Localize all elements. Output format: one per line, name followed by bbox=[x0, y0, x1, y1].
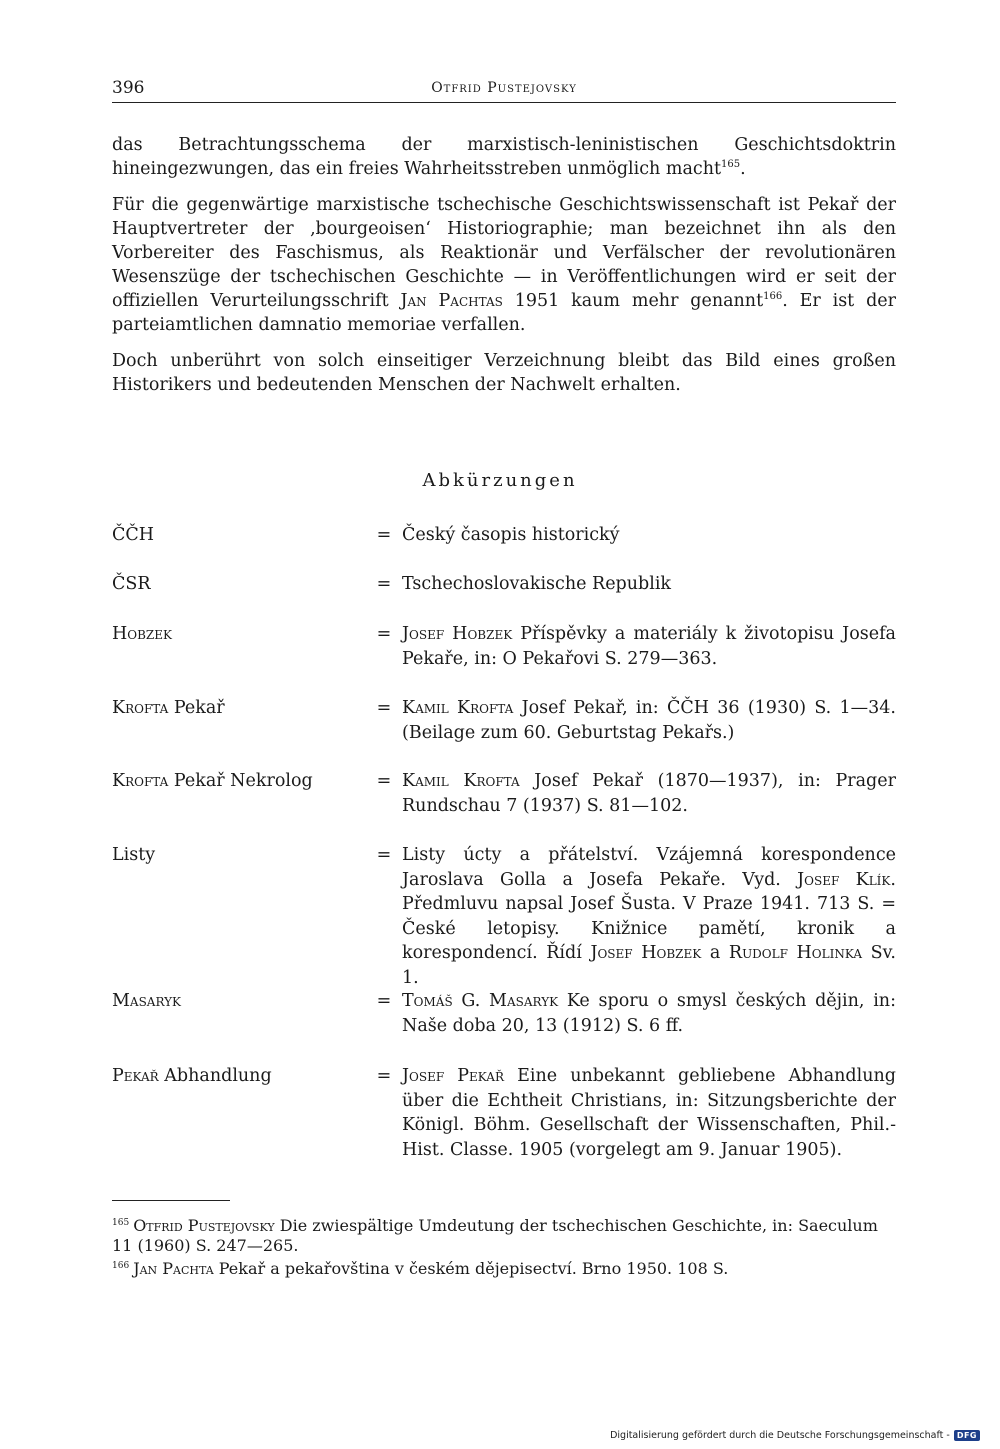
abbreviation-definition bbox=[402, 843, 896, 990]
footnote-166 bbox=[112, 1259, 896, 1279]
definition-author: Kamil Krofta bbox=[402, 771, 520, 791]
abbreviation-definition bbox=[402, 1064, 896, 1162]
paragraph-3 bbox=[112, 349, 896, 397]
paragraph-2 bbox=[112, 193, 896, 337]
definition-text: Listy úcty a přátelství. Vzájemná korespondence Jaroslava Golla a Josefa Pekaře. Vyd. bbox=[402, 845, 896, 890]
definition-author: Josef Hobzek bbox=[590, 943, 702, 963]
equals-sign: = bbox=[376, 698, 392, 718]
equals-sign: = bbox=[376, 624, 392, 644]
term-rest: Pekař bbox=[173, 698, 225, 718]
definition-author: Josef Hobzek bbox=[402, 624, 513, 644]
abbreviation-definition: Český časopis historický bbox=[402, 525, 620, 545]
definition-text: Eine unbekannt gebliebene Abhandlung über die Echtheit Christians, in: Sitzungsberichte der Königl. Böhm. Gesellschaft der Wissenschaften, Phil.-Hist. Classe. 1905 (vorgelegt am 9. Januar 1905). bbox=[402, 1066, 896, 1160]
digitization-credit bbox=[610, 1430, 980, 1441]
definition-text: . Předmluvu napsal Josef Šusta. V Praze 1941. 713 S. = České letopisy. Knižnice pamětí, kronik a korespondencí. Řídí bbox=[402, 869, 896, 963]
abbreviation-definition bbox=[402, 769, 896, 818]
equals-sign: = bbox=[376, 845, 392, 865]
equals-sign: = bbox=[376, 525, 392, 545]
abbreviation-term: Listy bbox=[112, 845, 156, 865]
definition-author: Kamil Krofta bbox=[402, 698, 514, 718]
definition-author: Josef Pekař bbox=[402, 1066, 504, 1086]
definition-text: Sv. 1. bbox=[402, 943, 896, 988]
page-header bbox=[112, 78, 896, 103]
paragraph-3-text: Doch unberührt von solch einseitiger Verzeichnung bleibt das Bild eines großen Historikers und bedeutenden Menschen der Nachwelt erhalten. bbox=[112, 351, 896, 395]
paragraph-1 bbox=[112, 133, 896, 181]
footnote-ref-166[interactable]: 166 bbox=[763, 291, 783, 303]
credit-text: Digitalisierung gefördert durch die Deutsche Forschungsgemeinschaft - bbox=[610, 1430, 950, 1441]
dfg-logo: DFG bbox=[954, 1430, 980, 1441]
definition-text: Příspěvky a materiály k životopisu Josefa Pekaře, in: O Pekařovi S. 279—363. bbox=[402, 624, 896, 669]
definition-text: a bbox=[709, 943, 721, 963]
term-rest: Abhandlung bbox=[164, 1066, 272, 1086]
definition-author: Tomáš G. Masaryk bbox=[402, 991, 559, 1011]
footnote-number: 165 bbox=[112, 1217, 130, 1228]
equals-sign: = bbox=[376, 991, 392, 1011]
abbreviation-term: ČČH bbox=[112, 525, 155, 545]
paragraph-2-text-a: Für die gegenwärtige marxistische tschechische Geschichtswissenschaft ist Pekař der Hauptvertreter der ‚bourgeoisen‘ Historiographie; man bezeichnet ihn als den Vorbereiter des Faschismus, als Reaktionär und Verfälscher der revolutionären Wesenszüge der tschechischen Geschichte — in Veröffentlichungen wird er seit der offiziellen Verurteilungsschrift bbox=[112, 195, 896, 311]
footnotes bbox=[112, 1216, 896, 1282]
abbreviation-term bbox=[112, 769, 362, 794]
term-author: Krofta bbox=[112, 771, 169, 791]
abbreviation-term: ČSR bbox=[112, 574, 151, 594]
abbreviation-definition: Tschechoslovakische Republik bbox=[402, 574, 672, 594]
footnote-text: Die zwiespältige Umdeutung der tschechischen Geschichte, in: Saeculum 11 (1960) S. 247—265. bbox=[112, 1216, 878, 1255]
section-heading: Abkürzungen bbox=[422, 470, 578, 491]
abbreviation-definition bbox=[402, 989, 896, 1038]
author-name: Jan Pachtas bbox=[400, 291, 503, 311]
equals-sign: = bbox=[376, 1066, 392, 1086]
definition-text: Josef Pekař, in: ČČH 36 (1930) S. 1—34. (Beilage zum 60. Geburtstag Pekařs.) bbox=[402, 698, 896, 743]
abbreviation-term bbox=[112, 696, 362, 721]
footnote-ref-165[interactable]: 165 bbox=[721, 159, 741, 171]
term-author: Krofta bbox=[112, 698, 169, 718]
paragraph-1-end: . bbox=[740, 159, 746, 179]
abbreviation-definition bbox=[402, 696, 896, 745]
page-number: 396 bbox=[112, 78, 145, 98]
equals-sign: = bbox=[376, 771, 392, 791]
definition-author: Josef Klík bbox=[797, 869, 891, 890]
abbreviation-term: Masaryk bbox=[112, 991, 182, 1011]
footnote-divider bbox=[112, 1200, 230, 1201]
paragraph-2-text-c: . Er ist der parteiamtlichen damnatio memoriae verfallen. bbox=[112, 291, 896, 335]
footnote-author: Jan Pachta bbox=[133, 1259, 214, 1278]
paragraph-1-text: das Betrachtungsschema der marxistisch-leninistischen Geschichtsdoktrin hineingezwungen, das ein freies Wahrheitsstreben unmöglich macht bbox=[112, 135, 896, 179]
term-rest: Pekař Nekrolog bbox=[173, 771, 313, 791]
abbreviation-term bbox=[112, 1064, 362, 1089]
footnote-author: Otfrid Pustejovsky bbox=[133, 1216, 275, 1235]
definition-text: Ke sporu o smysl českých dějin, in: Naše doba 20, 13 (1912) S. 6 ff. bbox=[402, 991, 896, 1036]
footnote-text: Pekař a pekařovština v českém dějepisectví. Brno 1950. 108 S. bbox=[218, 1259, 729, 1278]
footnote-165 bbox=[112, 1216, 896, 1256]
definition-text: Josef Pekař (1870—1937), in: Prager Rundschau 7 (1937) S. 81—102. bbox=[402, 771, 896, 816]
paragraph-2-text-b: 1951 kaum mehr genannt bbox=[514, 291, 764, 311]
equals-sign: = bbox=[376, 574, 392, 594]
abbreviation-definition bbox=[402, 622, 896, 671]
footnote-number: 166 bbox=[112, 1260, 130, 1271]
term-author: Pekař bbox=[112, 1066, 159, 1086]
running-head: Otfrid Pustejovsky bbox=[431, 80, 577, 96]
definition-author: Rudolf Holinka bbox=[728, 943, 862, 963]
abbreviation-term: Hobzek bbox=[112, 624, 172, 644]
